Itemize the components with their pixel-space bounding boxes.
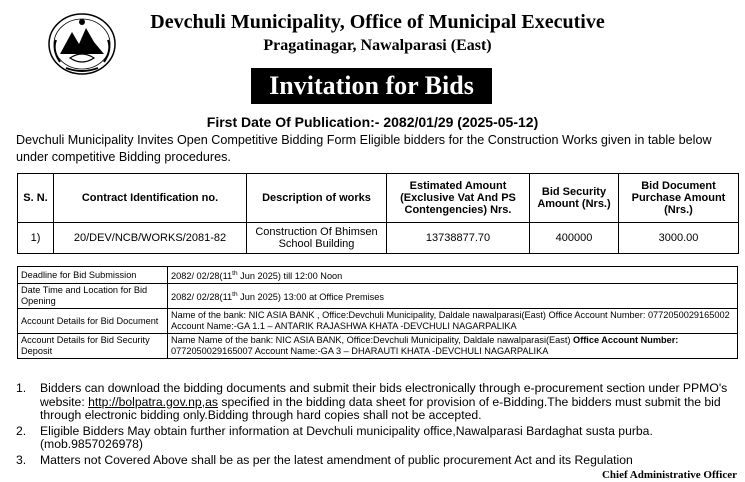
col-sn: S. N. — [18, 174, 54, 223]
bid-document-account-value: Name of the bank: NIC ASIA BANK , Office:Devchuli Municipality, Daldale nawalparasi(East) Office Account Number: 0772050029165002 Account Name:-GA 1.1 – ANTARIK RAJASHWA KHATA -DEVCHULI NAGARPALIKA — [168, 309, 738, 334]
security-deposit-account-value: Name Name of the bank: NIC ASIA BANK, Office:Devchuli Municipality, Daldale nawalparasi(East) Office Account Number: 0772050029165007 Account Name:-GA 3 – DHARAUTI KHATA -DEVCHULI NAGARPALIKA — [168, 334, 738, 359]
col-description: Description of works — [247, 174, 387, 223]
cell-purchase-amount: 3000.00 — [619, 223, 739, 254]
cell-sn: 1) — [18, 223, 54, 254]
cell-description: Construction Of Bhimsen School Building — [247, 223, 387, 254]
col-purchase-amount: Bid Document Purchase Amount (Nrs.) — [619, 174, 739, 223]
publication-date: First Date Of Publication:- 2082/01/29 (2025-05-12) — [206, 114, 539, 130]
table-row — [18, 267, 738, 284]
col-bid-security: Bid Security Amount (Nrs.) — [530, 174, 619, 223]
bid-details-table — [17, 266, 738, 359]
col-contract-id: Contract Identification no. — [54, 174, 247, 223]
works-table — [17, 173, 739, 254]
notice-banner: Invitation for Bids — [251, 68, 492, 104]
cell-estimated-amount: 13738877.70 — [387, 223, 530, 254]
deadline-value: 2082/ 02/28(11th Jun 2025) till 12:00 Noon — [168, 267, 738, 284]
org-address: Pragatinagar, Nawalparasi (East) — [263, 37, 492, 54]
list-item: 3. Matters not Covered Above shall be as per the latest amendment of public procurement Act and its Regulation — [16, 452, 633, 467]
org-title: Devchuli Municipality, Office of Municipal Executive — [150, 11, 605, 33]
opening-value: 2082/ 02/28(11th Jun 2025) 13:00 at Office Premises — [168, 284, 738, 309]
deadline-label: Deadline for Bid Submission — [18, 267, 168, 284]
col-estimated-amount: Estimated Amount (Exclusive Vat And PS Contengencies) Nrs. — [387, 174, 530, 223]
table-row — [18, 309, 738, 334]
signatory-title: Chief Administrative Officer — [601, 469, 737, 481]
table-row — [18, 223, 739, 254]
table-row — [18, 284, 738, 309]
opening-label: Date Time and Location for Bid Opening — [18, 284, 168, 309]
list-item: 1. Bidders can download the bidding documents and submit their bids electronically through e-procurement section under PPMO's website: http://bolpatra.gov.np,as specified in the bidding data sheet for provision of e-Bidding.The bidders must submit the bid through electronic bidding only.Bidding through hard copies shall not be accepted. — [16, 381, 728, 422]
table-row — [18, 334, 738, 359]
cell-bid-security: 400000 — [530, 223, 619, 254]
intro-paragraph: Devchuli Municipality Invites Open Competitive Bidding Form Eligible bidders for the Construction Works given in table below under competitive Bidding procedures. — [16, 133, 712, 164]
bolpatra-link[interactable]: http://bolpatra.gov.np,as — [88, 394, 218, 409]
nepal-emblem-logo — [46, 10, 118, 76]
notes-list — [16, 382, 740, 469]
bid-document-account-label: Account Details for Bid Document — [18, 309, 168, 334]
works-table-header-row — [18, 174, 739, 223]
security-deposit-account-label: Account Details for Bid Security Deposit — [18, 334, 168, 359]
cell-contract-id: 20/DEV/NCB/WORKS/2081-82 — [54, 223, 247, 254]
list-item: 2. Eligible Bidders May obtain further information at Devchuli municipality office,Nawalparasi Bardaghat susta purba.(mob.9857026978) — [16, 423, 653, 451]
